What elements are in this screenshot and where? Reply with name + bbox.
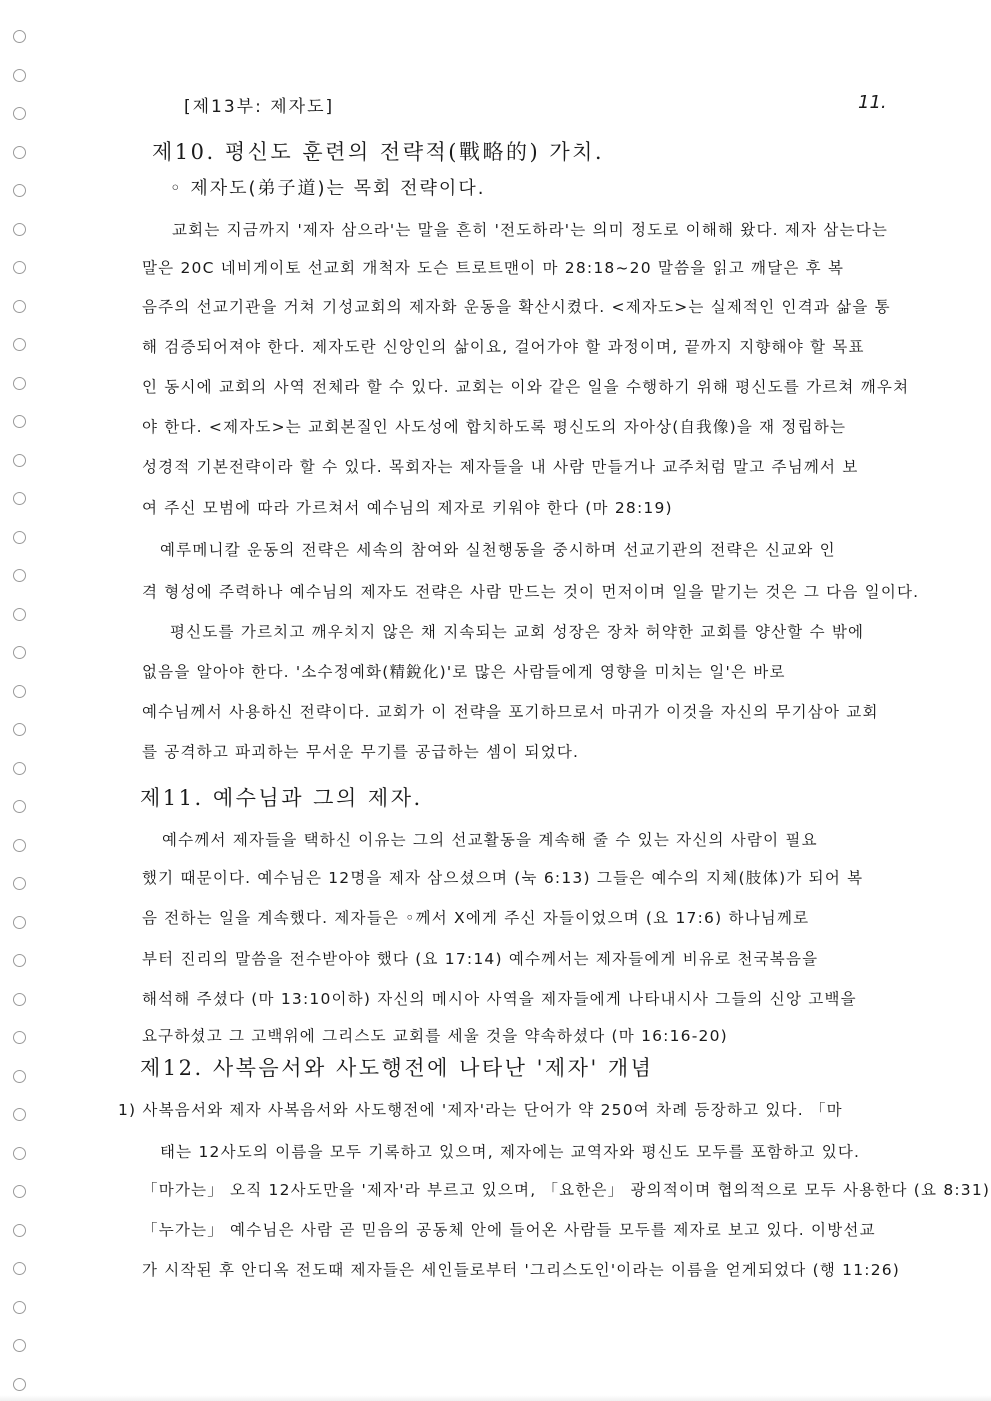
text-line: 예수님께서 사용하신 전략이다. 교회가 이 전략을 포기하므로서 마귀가 이것을 자신의 무기삼아 교회 (142, 703, 879, 721)
section-10-subtitle: ◦ 제자도(弟子道)는 목회 전략이다. (170, 178, 486, 199)
binder-hole (13, 800, 26, 813)
binder-hole (13, 608, 26, 621)
text-line: 여 주신 모범에 따라 가르쳐서 예수님의 제자로 키워야 한다 (마 28:19) (142, 499, 673, 517)
text-line: 음주의 선교기관을 거쳐 기성교회의 제자화 운동을 확산시켰다. <제자도>는 실제적인 인격과 삶을 통 (142, 298, 891, 316)
text-line: 해석해 주셨다 (마 13:10이하) 자신의 메시아 사역을 제자들에게 나타내시사 그들의 신앙 고백을 (142, 990, 857, 1008)
text-line: 야 한다. <제자도>는 교회본질인 사도성에 합치하도록 평신도의 자아상(自我像)을 재 정립하는 (142, 418, 847, 436)
binder-hole (13, 723, 26, 736)
text-line: 인 동시에 교회의 사역 전체라 할 수 있다. 교회는 이와 같은 일을 수행하기 위해 평신도를 가르쳐 깨우쳐 (142, 378, 910, 396)
binder-hole (13, 300, 26, 313)
section-11-title: 제11. 예수님과 그의 제자. (140, 786, 423, 810)
text-line: 부터 진리의 말씀을 전수받아야 했다 (요 17:14) 예수께서는 제자들에게 비유로 천국복음을 (142, 950, 819, 968)
text-line: 평신도를 가르치고 깨우치지 않은 채 지속되는 교회 성장은 장차 허약한 교회를 양산할 수 밖에 (170, 623, 865, 641)
text-line: 성경적 기본전략이라 할 수 있다. 목회자는 제자들을 내 사람 만들거나 교주처럼 말고 주님께서 보 (142, 458, 859, 476)
binder-hole (13, 1147, 26, 1160)
binder-hole (13, 1378, 26, 1391)
binder-hole (13, 1031, 26, 1044)
text-line: 말은 20C 네비게이토 선교회 개척자 도슨 트로트맨이 마 28:18~20 말씀을 읽고 깨달은 후 복 (142, 259, 845, 277)
binder-holes (0, 0, 40, 1401)
binder-hole (13, 877, 26, 890)
binder-hole (13, 1070, 26, 1083)
text-line: 예수께서 제자들을 택하신 이유는 그의 선교활동을 계속해 줄 수 있는 자신의 사람이 필요 (162, 831, 818, 849)
binder-hole (13, 1339, 26, 1352)
section-10-title: 제10. 평신도 훈련의 전략적(戰略的) 가치. (152, 140, 605, 164)
binder-hole (13, 1301, 26, 1314)
binder-hole (13, 993, 26, 1006)
text-line: 요구하셨고 그 고백위에 그리스도 교회를 세울 것을 약속하셨다 (마 16:16-20) (142, 1027, 728, 1045)
text-line: 없음을 알아야 한다. '소수정예화(精銳化)'로 많은 사람들에게 영향을 미치는 일'은 바로 (142, 663, 786, 681)
section-12-title: 제12. 사복음서와 사도행전에 나타난 '제자' 개념 (140, 1056, 654, 1080)
text-line: 해 검증되어져야 한다. 제자도란 신앙인의 삶이요, 걸어가야 할 과정이며, 끝까지 지향해야 할 목표 (142, 338, 865, 356)
binder-hole (13, 146, 26, 159)
text-line: 격 형성에 주력하나 예수님의 제자도 전략은 사람 만드는 것이 먼저이며 일을 맡기는 것은 그 다음 일이다. (142, 583, 920, 601)
binder-hole (13, 107, 26, 120)
binder-hole (13, 415, 26, 428)
binder-hole (13, 954, 26, 967)
binder-hole (13, 1108, 26, 1121)
binder-hole (13, 916, 26, 929)
binder-hole (13, 569, 26, 582)
binder-hole (13, 223, 26, 236)
text-line: 태는 12사도의 이름을 모두 기록하고 있으며, 제자에는 교역자와 평신도 모두를 포함하고 있다. (160, 1143, 861, 1161)
binder-hole (13, 1185, 26, 1198)
binder-hole (13, 685, 26, 698)
binder-hole (13, 1262, 26, 1275)
text-line: 1) 사복음서와 제자 사복음서와 사도행전에 '제자'라는 단어가 약 250여 차례 등장하고 있다. 「마 (118, 1101, 843, 1119)
text-line: 예루메니칼 운동의 전략은 세속의 참여와 실천행동을 중시하며 선교기관의 전략은 신교와 인 (160, 541, 836, 559)
binder-hole (13, 762, 26, 775)
text-line: 했기 때문이다. 예수님은 12명을 제자 삼으셨으며 (눅 6:13) 그들은 예수의 지체(肢体)가 되어 복 (142, 869, 864, 887)
text-line: 가 시작된 후 안디옥 전도때 제자들은 세인들로부터 '그리스도인'이라는 이름을 얻게되었다 (행 11:26) (142, 1261, 901, 1279)
binder-hole (13, 69, 26, 82)
text-line: 「누가는」 예수님은 사람 곧 믿음의 공동체 안에 들어온 사람들 모두를 제자로 보고 있다. 이방선교 (142, 1221, 876, 1239)
binder-hole (13, 338, 26, 351)
binder-hole (13, 492, 26, 505)
text-line: 를 공격하고 파괴하는 무서운 무기를 공급하는 셈이 되었다. (142, 743, 580, 761)
binder-hole (13, 531, 26, 544)
binder-hole (13, 30, 26, 43)
part-header: [제13부: 제자도] (184, 97, 335, 117)
binder-hole (13, 377, 26, 390)
binder-hole (13, 261, 26, 274)
page-number: 11. (858, 92, 887, 113)
scan-edge (0, 1395, 991, 1401)
binder-hole (13, 184, 26, 197)
text-line: 음 전하는 일을 계속했다. 제자들은 ◦께서 X에게 주신 자들이었으며 (요 17:6) 하나님께로 (142, 909, 810, 927)
text-line: 「마가는」 오직 12사도만을 '제자'라 부르고 있으며, 「요한은」 광의적이며 협의적으로 모두 사용한다 (요 8:31) (142, 1181, 991, 1199)
binder-hole (13, 1224, 26, 1237)
binder-hole (13, 646, 26, 659)
binder-hole (13, 839, 26, 852)
binder-hole (13, 454, 26, 467)
text-line: 교회는 지금까지 '제자 삼으라'는 말을 흔히 '전도하라'는 의미 정도로 이해해 왔다. 제자 삼는다는 (172, 221, 889, 239)
